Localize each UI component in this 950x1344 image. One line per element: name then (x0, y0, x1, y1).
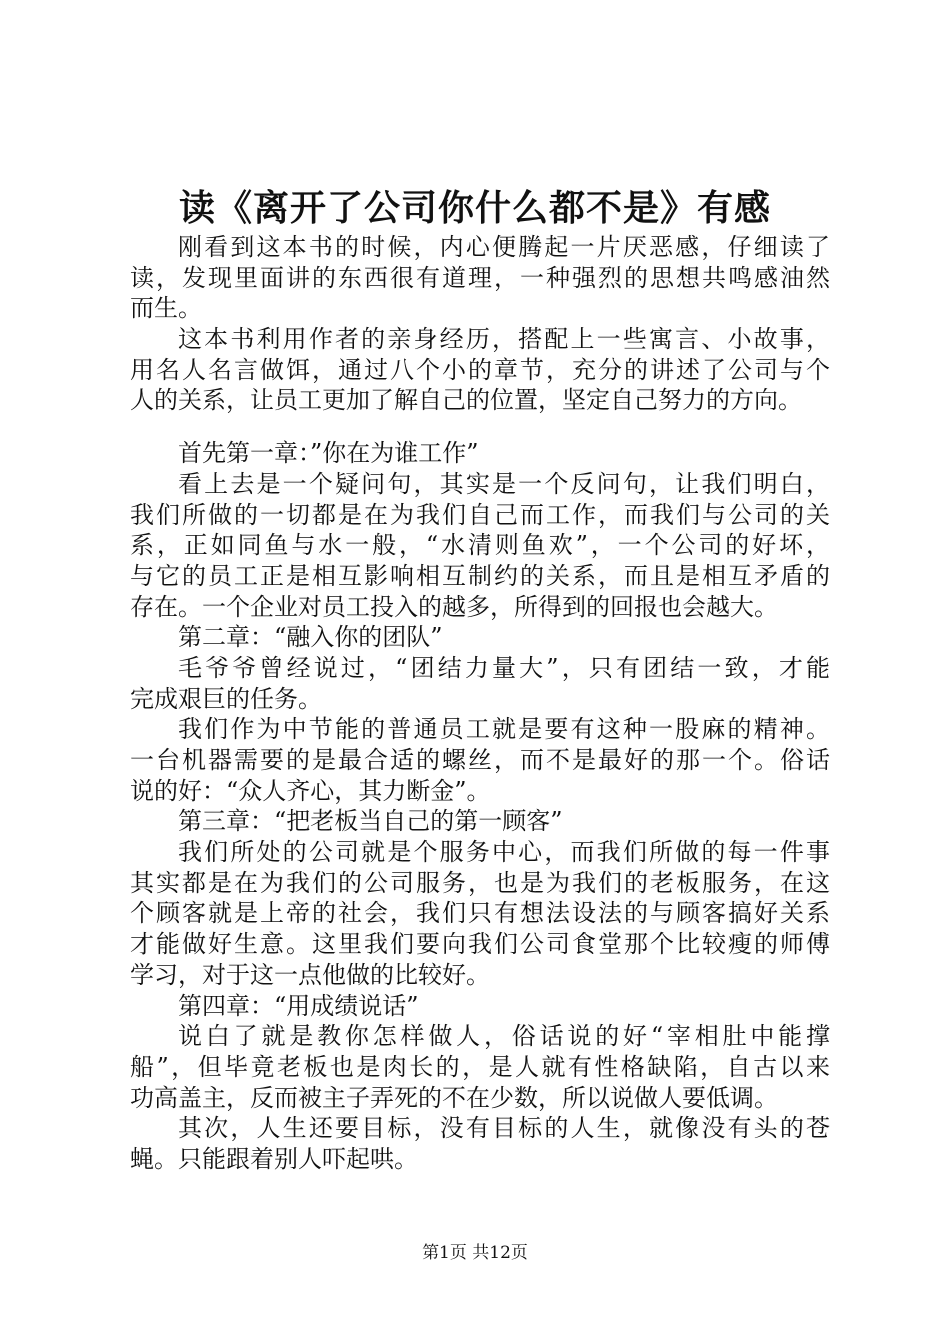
text-line: 刚看到这本书的时候，内心便腾起一片厌恶感，仔细读了 (178, 233, 830, 261)
text-line: 其次，人生还要目标，没有目标的人生，就像没有头的苍 (178, 1114, 830, 1143)
text-line: 我们所处的公司就是个服务中心，而我们所做的每一件事 (178, 838, 830, 867)
text-line: 说白了就是教你怎样做人，俗话说的好“宰相肚中能撑 (178, 1022, 830, 1051)
text-line: 蝇。只能跟着别人吓起哄。 (130, 1144, 418, 1173)
document-body (130, 232, 830, 1175)
text-line: 用名人名言做饵，通过八个小的章节，充分的讲述了公司与个 (130, 355, 830, 384)
chapter-heading: 第二章：“融入你的团队” (178, 623, 443, 652)
text-line: 功高盖主，反而被主子弄死的不在少数，所以说做人要低调。 (130, 1083, 778, 1112)
text-line: 这本书利用作者的亲身经历，搭配上一些寓言、小故事， (178, 325, 830, 354)
text-line: 我们所做的一切都是在为我们自己而工作，而我们与公司的关 (130, 500, 830, 529)
text-line: 系，正如同鱼与水一般，“水清则鱼欢”，一个公司的好坏， (130, 531, 830, 560)
chapter-heading: 第三章：“把老板当自己的第一顾客” (178, 807, 563, 836)
text-line: 存在。一个企业对员工投入的越多，所得到的回报也会越大。 (130, 592, 778, 621)
chapter-heading: 首先第一章：”你在为谁工作” (178, 439, 479, 468)
text-line: 而生。 (130, 294, 202, 323)
text-line: 读，发现里面讲的东西很有道理，一种强烈的思想共鸣感油然 (130, 263, 830, 292)
text-line: 学习，对于这一点他做的比较好。 (130, 960, 490, 989)
text-line: 毛爷爷曾经说过，“团结力量大”，只有团结一致，才能 (178, 653, 830, 682)
text-line: 完成艰巨的任务。 (130, 684, 322, 713)
text-line: 看上去是一个疑问句，其实是一个反问句，让我们明白， (178, 469, 830, 498)
text-line: 一台机器需要的是最合适的螺丝，而不是最好的那一个。俗话 (130, 746, 830, 774)
text-line: 才能做好生意。这里我们要向我们公司食堂那个比较瘦的师傅 (130, 930, 830, 959)
text-line: 我们作为中节能的普通员工就是要有这种一股麻的精神。 (178, 715, 830, 744)
text-line: 与它的员工正是相互影响相互制约的关系，而且是相互矛盾的 (130, 561, 830, 590)
paragraph-gap (130, 416, 830, 438)
text-line: 其实都是在为我们的公司服务，也是为我们的老板服务，在这 (130, 868, 830, 897)
text-line: 个顾客就是上帝的社会，我们只有想法设法的与顾客搞好关系 (130, 899, 830, 928)
text-line: 船”，但毕竟老板也是肉长的，是人就有性格缺陷，自古以来 (130, 1052, 830, 1081)
chapter-heading: 第四章：“用成绩说话” (178, 991, 419, 1020)
text-line: 说的好：“众人齐心，其力断金”。 (130, 776, 491, 805)
text-line: 人的关系，让员工更加了解自己的位置，坚定自己努力的方向。 (130, 386, 802, 415)
page-footer: 第1页 共12页 (422, 1243, 528, 1263)
document-title: 读《离开了公司你什么都不是》有感 (178, 187, 771, 229)
